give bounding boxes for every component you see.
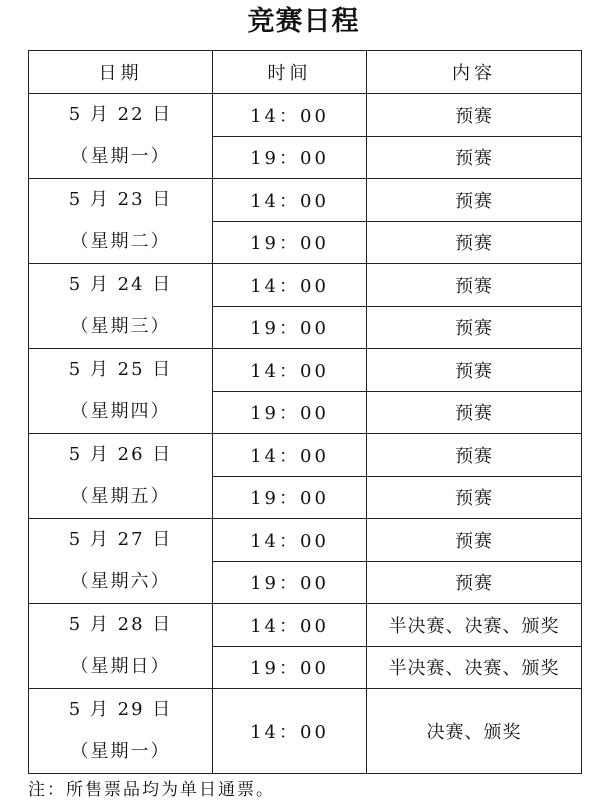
date-label: 5 月 29 日 xyxy=(68,699,173,720)
date-cell xyxy=(29,349,213,434)
time-cell: 14：00 xyxy=(213,179,367,222)
content-cell: 预赛 xyxy=(367,221,582,264)
date-cell xyxy=(29,94,213,179)
content-cell: 预赛 xyxy=(367,349,582,392)
schedule-body xyxy=(29,94,582,774)
weekday-label: （星期二） xyxy=(70,231,171,252)
header-date: 日期 xyxy=(29,51,213,94)
time-cell: 14：00 xyxy=(213,604,367,647)
table-row xyxy=(29,604,582,647)
date-cell xyxy=(29,604,213,689)
header-time: 时间 xyxy=(213,51,367,94)
content-cell: 预赛 xyxy=(367,476,582,519)
date-label: 5 月 22 日 xyxy=(68,104,173,125)
time-cell: 14：00 xyxy=(213,519,367,562)
page-title: 竞赛日程 xyxy=(247,6,360,37)
time-cell: 14：00 xyxy=(213,94,367,137)
weekday-label: （星期日） xyxy=(70,656,171,677)
content-cell: 预赛 xyxy=(367,434,582,477)
table-row xyxy=(29,349,582,392)
table-header-row xyxy=(29,51,582,94)
content-cell: 预赛 xyxy=(367,94,582,137)
header-content: 内容 xyxy=(367,51,582,94)
content-cell: 预赛 xyxy=(367,179,582,222)
date-label: 5 月 28 日 xyxy=(68,614,173,635)
weekday-label: （星期一） xyxy=(70,741,171,762)
content-cell: 半决赛、决赛、颁奖 xyxy=(367,646,582,689)
date-cell xyxy=(29,434,213,519)
date-label: 5 月 27 日 xyxy=(68,529,173,550)
date-cell xyxy=(29,264,213,349)
content-cell: 预赛 xyxy=(367,519,582,562)
time-cell: 14：00 xyxy=(213,349,367,392)
time-cell: 19：00 xyxy=(213,476,367,519)
table-row xyxy=(29,264,582,307)
weekday-label: （星期四） xyxy=(70,401,171,422)
table-row xyxy=(29,689,582,774)
date-cell xyxy=(29,179,213,264)
time-cell: 19：00 xyxy=(213,306,367,349)
content-cell: 预赛 xyxy=(367,136,582,179)
time-cell: 14：00 xyxy=(213,434,367,477)
table-row xyxy=(29,434,582,477)
content-cell: 预赛 xyxy=(367,561,582,604)
footnote: 注：所售票品均为单日通票。 xyxy=(28,780,275,800)
content-cell: 决赛、颁奖 xyxy=(367,689,582,774)
schedule-table xyxy=(28,50,582,774)
table-row xyxy=(29,94,582,137)
time-cell: 19：00 xyxy=(213,561,367,604)
weekday-label: （星期六） xyxy=(70,571,171,592)
time-cell: 19：00 xyxy=(213,391,367,434)
date-label: 5 月 24 日 xyxy=(68,274,173,295)
content-cell: 预赛 xyxy=(367,391,582,434)
time-cell: 14：00 xyxy=(213,689,367,774)
date-cell xyxy=(29,519,213,604)
date-label: 5 月 23 日 xyxy=(68,189,173,210)
table-row xyxy=(29,179,582,222)
weekday-label: （星期一） xyxy=(70,146,171,167)
date-cell xyxy=(29,689,213,774)
table-row xyxy=(29,519,582,562)
content-cell: 半决赛、决赛、颁奖 xyxy=(367,604,582,647)
weekday-label: （星期五） xyxy=(70,486,171,507)
date-label: 5 月 26 日 xyxy=(68,444,173,465)
time-cell: 19：00 xyxy=(213,646,367,689)
date-label: 5 月 25 日 xyxy=(68,359,173,380)
time-cell: 19：00 xyxy=(213,221,367,264)
time-cell: 19：00 xyxy=(213,136,367,179)
content-cell: 预赛 xyxy=(367,264,582,307)
content-cell: 预赛 xyxy=(367,306,582,349)
weekday-label: （星期三） xyxy=(70,316,171,337)
time-cell: 14：00 xyxy=(213,264,367,307)
